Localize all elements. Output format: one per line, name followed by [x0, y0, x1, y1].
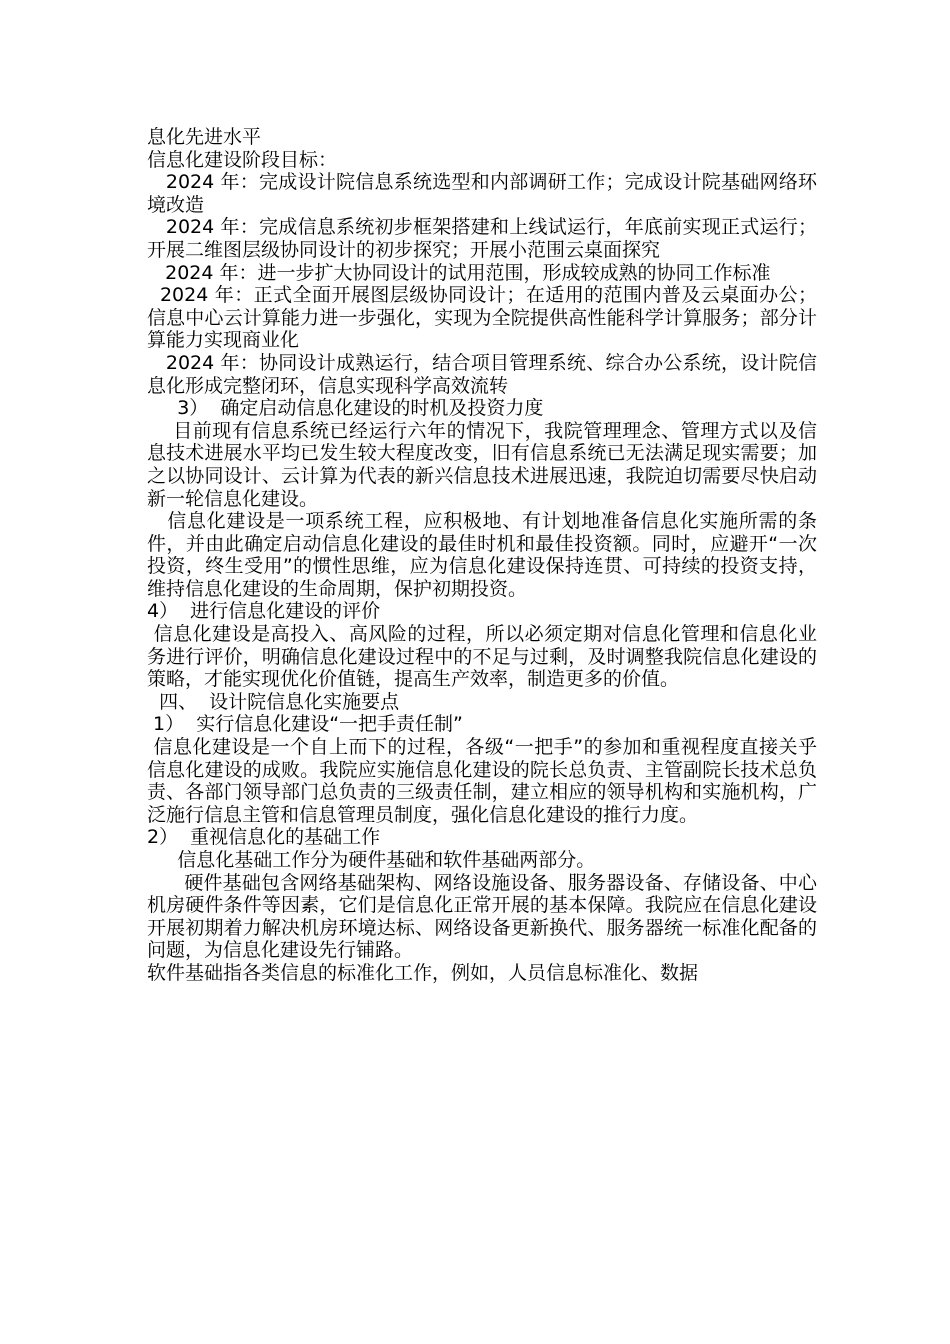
- paragraph-foundation-intro: 信息化基础工作分为硬件基础和软件基础两部分。: [147, 849, 596, 871]
- paragraph-hardware: 硬件基础包含网络基础架构、网络设施设备、服务器设备、存储设备、中心机房硬件条件等因素，它们是信息化正常开展的基本保障。我院应在信息化建设开展初期着力解决机房环境达标、网络设备更新换代、服务器统一标准化配备的问题，为信息化建设先行铺路。: [147, 871, 817, 962]
- paragraph-continuation: 息化先进水平: [147, 126, 262, 148]
- section-heading-implementation: 四、 设计院信息化实施要点: [147, 690, 400, 713]
- goal-item-3: 2024 年：进一步扩大协同设计的试用范围，形成较成熟的协同工作标准: [147, 261, 771, 284]
- paragraph-evaluation: 信息化建设是高投入、高风险的过程，所以必须定期对信息化管理和信息化业务进行评价，明确信息化建设过程中的不足与过剩，及时调整我院信息化建设的策略，才能实现优化价值链，提高生产效率，制造更多的价值。: [147, 623, 817, 691]
- goal-item-2: 2024 年：完成信息系统初步框架搭建和上线试运行，年底前实现正式运行；开展二维图层级协同设计的初步探究；开展小范围云桌面探究: [147, 216, 817, 261]
- section-heading-stage-goals: 信息化建设阶段目标：: [147, 148, 338, 171]
- goal-item-4: 2024 年：正式全面开展图层级协同设计；在适用的范围内普及云桌面办公；信息中心云计算能力进一步强化，实现为全院提供高性能科学计算服务；部分计算能力实现商业化: [147, 284, 817, 352]
- subheading-responsibility: 1） 实行信息化建设“一把手责任制”: [147, 713, 463, 736]
- subheading-foundation: 2） 重视信息化的基础工作: [147, 826, 381, 849]
- paragraph-responsibility: 信息化建设是一个自上而下的过程，各级“一把手”的参加和重视程度直接关乎信息化建设的成败。我院应实施信息化建设的院长总负责、主管副院长技术总负责、各部门领导部门总负责的三级责任制，建立相应的领导机构和实施机构，广泛施行信息主管和信息管理员制度，强化信息化建设的推行力度。: [147, 736, 817, 826]
- paragraph-software: 软件基础指各类信息的标准化工作，例如，人员信息标准化、数据: [147, 961, 699, 984]
- subheading-timing-investment: 3） 确定启动信息化建设的时机及投资力度: [147, 397, 544, 420]
- paragraph-current-status: 目前现有信息系统已经运行六年的情况下，我院管理理念、管理方式以及信息技术进展水平均已发生较大程度改变，旧有信息系统已无法满足现实需要；加之以协同设计、云计算为代表的新兴信息技术进展迅速，我院迫切需要尽快启动新一轮信息化建设。: [147, 419, 817, 510]
- subheading-evaluation: 4） 进行信息化建设的评价: [147, 600, 381, 623]
- paragraph-system-engineering: 信息化建设是一项系统工程，应积极地、有计划地准备信息化实施所需的条件，并由此确定启动信息化建设的最佳时机和最佳投资额。同时，应避开“一次投资，终生受用”的惯性思维，应为信息化建设保持连贯、可持续的投资支持，维持信息化建设的生命周期，保护初期投资。: [147, 510, 817, 600]
- goal-item-1: 2024 年：完成设计院信息系统选型和内部调研工作；完成设计院基础网络环境改造: [147, 171, 817, 216]
- goal-item-5: 2024 年：协同设计成熟运行，结合项目管理系统、综合办公系统，设计院信息化形成完整闭环，信息实现科学高效流转: [147, 351, 817, 397]
- document-body: [147, 126, 817, 985]
